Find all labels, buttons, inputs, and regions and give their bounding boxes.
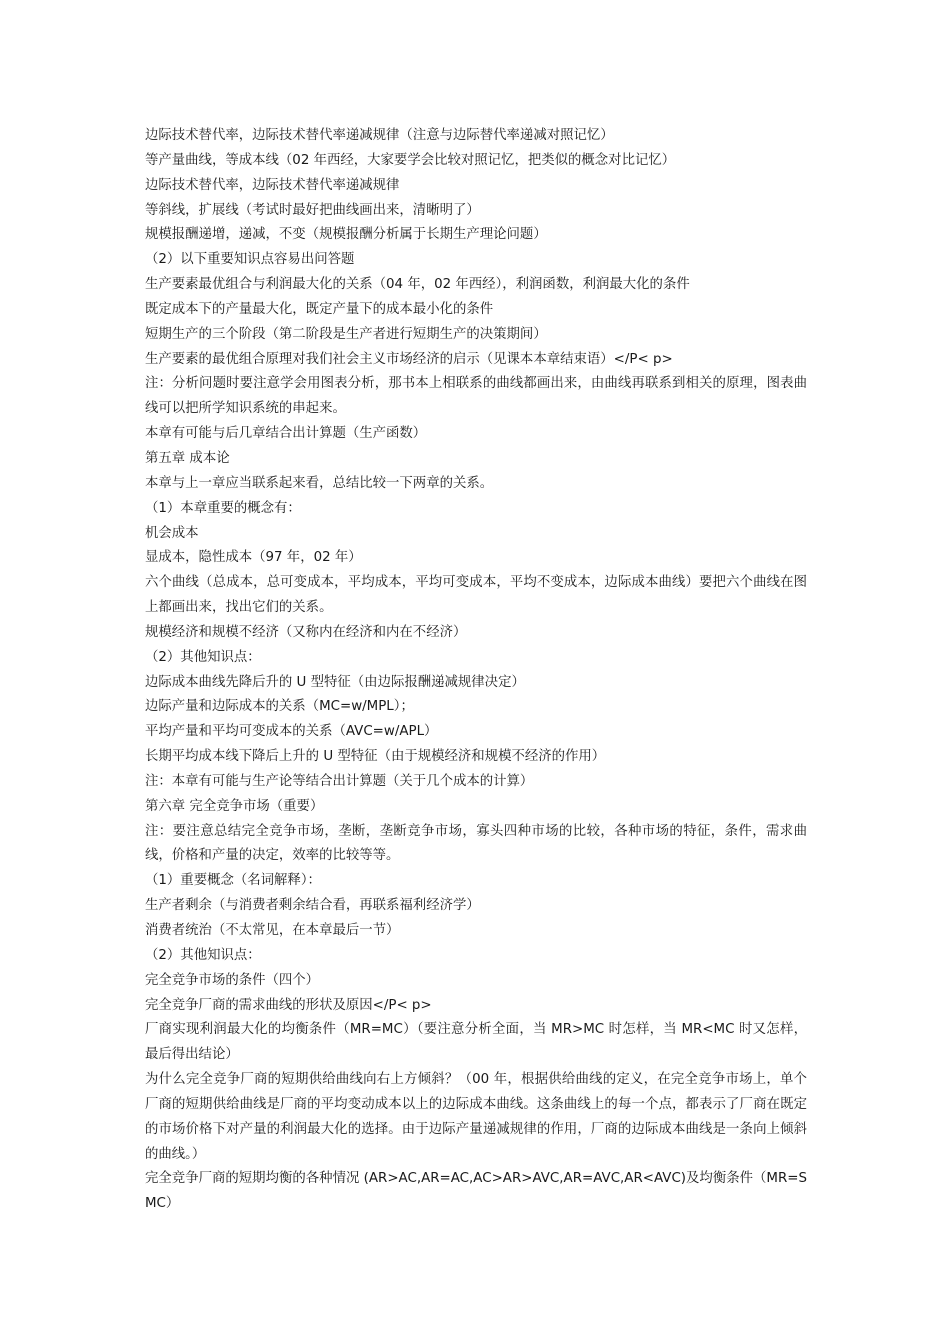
text-line: 边际成本曲线先降后升的 U 型特征（由边际报酬递减规律决定） (145, 674, 525, 690)
subsection-heading: （1）本章重要的概念有： (145, 500, 301, 516)
text-line: 短期生产的三个阶段（第二阶段是生产者进行短期生产的决策期间） (145, 326, 547, 342)
document-body (145, 124, 807, 1217)
subsection-heading: （2）其他知识点： (145, 947, 261, 963)
note-paragraph: 注：分析问题时要注意学会用图表分析，那书本上相联系的曲线都画出来，由曲线再联系到相关的原理，图表曲线可以把所学知识系统的串起来。 (145, 376, 807, 417)
text-line: 边际产量和边际成本的关系（MC=w/MPL）； (145, 699, 414, 715)
subsection-heading: （2）其他知识点： (145, 649, 261, 665)
text-line: 既定成本下的产量最大化，既定产量下的成本最小化的条件 (145, 301, 494, 317)
text-line: 本章与上一章应当联系起来看，总结比较一下两章的关系。 (145, 475, 494, 491)
text-paragraph: 六个曲线（总成本，总可变成本，平均成本，平均可变成本，平均不变成本，边际成本曲线）要把六个曲线在图上都画出来，找出它们的关系。 (145, 575, 807, 616)
text-line: 规模报酬递增，递减，不变（规模报酬分析属于长期生产理论问题） (145, 227, 547, 243)
text-line: 生产要素的最优组合原理对我们社会主义市场经济的启示（见课本本章结束语）</P< p> (145, 351, 673, 367)
text-paragraph: 厂商实现利润最大化的均衡条件（MR=MC）（要注意分析全面，当 MR>MC 时怎样，当 MR<MC 时又怎样，最后得出结论） (145, 1022, 807, 1063)
text-line: 本章有可能与后几章结合出计算题（生产函数） (145, 426, 427, 442)
text-line: 机会成本 (145, 525, 199, 541)
text-paragraph: 为什么完全竞争厂商的短期供给曲线向右上方倾斜？（00 年，根据供给曲线的定义，在完全竞争市场上，单个厂商的短期供给曲线是厂商的平均变动成本以上的边际成本曲线。这条曲线上的每一个点，都表示了厂商在既定的市场价格下对产量的利润最大化的选择。由于边际产量递减规律的作用，厂商的边际成本曲线是一条向上倾斜的曲线。） (145, 1072, 807, 1162)
text-line: 生产者剩余（与消费者剩余结合看，再联系福利经济学） (145, 898, 480, 914)
text-line: 等产量曲线，等成本线（02 年西经，大家要学会比较对照记忆，把类似的概念对比记忆） (145, 152, 676, 168)
subsection-heading: （1）重要概念（名词解释）： (145, 873, 321, 889)
chapter-heading: 第五章 成本论 (145, 450, 230, 466)
text-line: 注：本章有可能与生产论等结合出计算题（关于几个成本的计算） (145, 773, 534, 789)
text-line: 显成本，隐性成本（97 年，02 年） (145, 550, 362, 566)
text-line: 规模经济和规模不经济（又称内在经济和内在不经济） (145, 624, 467, 640)
text-line: 平均产量和平均可变成本的关系（AVC=w/APL） (145, 724, 438, 740)
text-line: 生产要素最优组合与利润最大化的关系（04 年，02 年西经），利润函数，利润最大化的条件 (145, 277, 690, 293)
text-line: 边际技术替代率，边际技术替代率递减规律（注意与边际替代率递减对照记忆） (145, 128, 614, 143)
text-line: 边际技术替代率，边际技术替代率递减规律 (145, 177, 400, 193)
text-line: 消费者统治（不太常见，在本章最后一节） (145, 923, 400, 938)
subsection-heading: （2）以下重要知识点容易出问答题 (145, 252, 355, 268)
text-line: 等斜线，扩展线（考试时最好把曲线画出来，清晰明了） (145, 202, 480, 218)
text-line: 长期平均成本线下降后上升的 U 型特征（由于规模经济和规模不经济的作用） (145, 749, 606, 765)
text-paragraph: 完全竞争厂商的短期均衡的各种情况 (AR>AC,AR=AC,AC>AR>AVC,AR=AVC,AR<AVC)及均衡条件（MR=SMC） (145, 1171, 807, 1212)
text-line: 完全竞争厂商的需求曲线的形状及原因</P< p> (145, 997, 432, 1013)
text-line: 完全竞争市场的条件（四个） (145, 972, 320, 988)
note-paragraph: 注：要注意总结完全竞争市场，垄断，垄断竞争市场，寡头四种市场的比较，各种市场的特征，条件，需求曲线，价格和产量的决定，效率的比较等等。 (145, 823, 807, 864)
chapter-heading: 第六章 完全竞争市场（重要） (145, 798, 324, 814)
